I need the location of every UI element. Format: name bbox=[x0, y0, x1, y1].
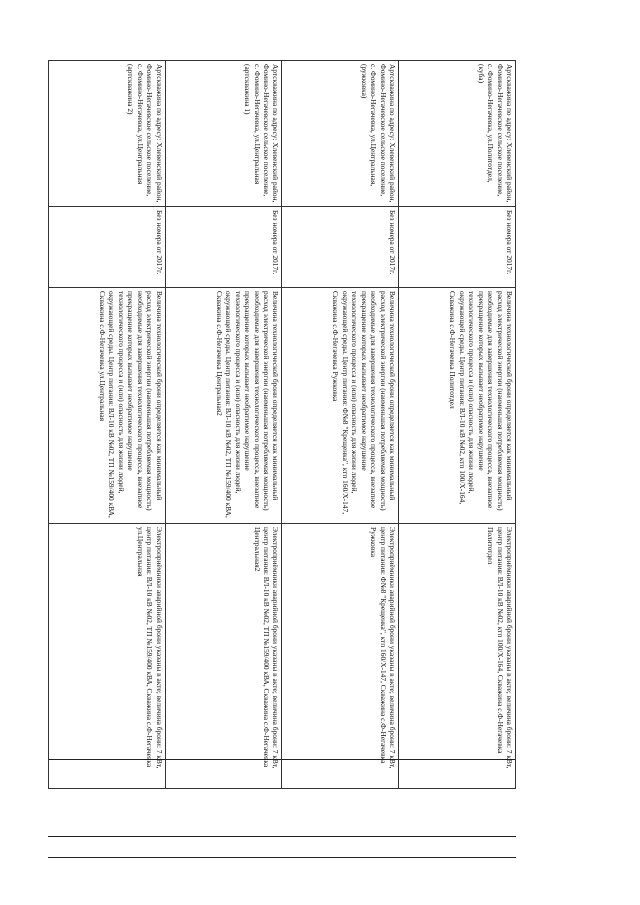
document-number-cell: Без номера от 2017г. bbox=[165, 207, 282, 288]
object-cell: Артскважина по адресу: Хлевенский район, Фомино-Негачевское сельское поселение, с. Фомино-Негачевка, ул.Центральная (артскважина 1) bbox=[165, 61, 282, 207]
horizontal-rule bbox=[48, 836, 516, 837]
emergency-reserve-cell: Электроприёмники аварийной брони указаны в акте; величина брони: 7 кВт, центр питания: ВЛ-10 кВ №02, ТП №159/400 кВА, Скважина с.Ф-Негачевка ул.Центральная bbox=[49, 524, 166, 789]
table-row bbox=[49, 61, 166, 789]
table-row bbox=[399, 61, 516, 789]
horizontal-rule bbox=[48, 857, 516, 858]
emergency-reserve-cell: Электроприёмники аварийной брони указаны в акте; величина брони: 7 кВт, центр питания: Ф№8 "Крещенка", ктп 160/Х-147, Скважина с.Ф-Негачевка Ружковка bbox=[282, 524, 399, 789]
technological-reserve-cell: Величина технологической брони определяется как минимальный расход электрической энергии (наименьшая потребляемая мощность) необходимые для завершения технологического процесса, внезапное прекращение которых вызывает необратимое нарушение технологического процесса и (или) опасность для жизни людей, окружающей среды. Центр питания: ВЛ-10 кВ №02, ТП №159/400 кВА, Скважина с.Ф-Негачевка Центральная2 bbox=[165, 288, 282, 524]
object-cell: Артскважина по адресу: Хлевенский район, Фомино-Негачевское сельское поселение, с. Фомино-Негачевка, ул.Политотдел, (куба) bbox=[399, 61, 516, 207]
object-cell: Артскважина по адресу: Хлевенский район, Фомино-Негачевское сельское поселение, с. Фомино-Негачевка, ул.Центральная (артскважина 2) bbox=[49, 61, 166, 207]
emergency-reserve-cell: Электроприёмники аварийной брони указаны в акте; величина брони: 7 кВт, центр питания: ВЛ-10 кВ №02, ТП №159/400 кВА, Скважина с.Ф-Негачевка Центральная2 bbox=[165, 524, 282, 789]
table-row bbox=[282, 61, 399, 789]
document-number-cell: Без номера от 2017г. bbox=[399, 207, 516, 288]
document-number-cell: Без номера от 2017г. bbox=[282, 207, 399, 288]
emergency-reserve-cell: Электроприёмники аварийной брони указаны в акте; величина брони: 7 кВт, центр питания: ВЛ-10 кВ №02, ктп 100/Х-164, Скважина с.Ф-Негачевка Политотдел bbox=[399, 524, 516, 789]
technological-reserve-cell: Величина технологической брони определяется как минимальный расход электрической энергии (наименьшая потребляемая мощность) необходимые для завершения технологического процесса, внезапное прекращение которых вызывает необратимое нарушение технологического процесса и (или) опасность для жизни людей, окружающей среды. Центр питания: ВЛ-10 кВ №02, ТП №159/400 кВА, Скважина с.Ф-Негачевка ул.Центральная bbox=[49, 288, 166, 524]
technological-reserve-cell: Величина технологической брони определяется как минимальный расход электрической энергии (наименьшая потребляемая мощность) необходимые для завершения технологического процесса, внезапное прекращение которых вызывает необратимое нарушение технологического процесса и (или) опасность для жизни людей, окружающей среды. Центр питания: Ф№8 "Крещенка", ктп 160/Х-147, Скважина с.Ф-Негачевка Ружковка bbox=[282, 288, 399, 524]
rotated-table-container bbox=[48, 60, 516, 788]
technological-reserve-cell: Величина технологической брони определяется как минимальный расход электрической энергии (наименьшая потребляемая мощность) необходимые для завершения технологического процесса, внезапное прекращение которых вызывает необратимое нарушение технологического процесса и (или) опасность для жизни людей, окружающей среды. Центр питания: ВЛ-10 кВ №02, ктп 100/Х-164, Скважина с.Ф-Негачевка Политотдел bbox=[399, 288, 516, 524]
emergency-reserve-table bbox=[48, 60, 516, 789]
table-row bbox=[165, 61, 282, 789]
object-cell: Артскважина по адресу: Хлевенский район, Фомино-Негачевское сельское поселение, с. Фомино-Негачевка, ул.Центральная, (ружковка) bbox=[282, 61, 399, 207]
document-number-cell: Без номера от 2017г. bbox=[49, 207, 166, 288]
